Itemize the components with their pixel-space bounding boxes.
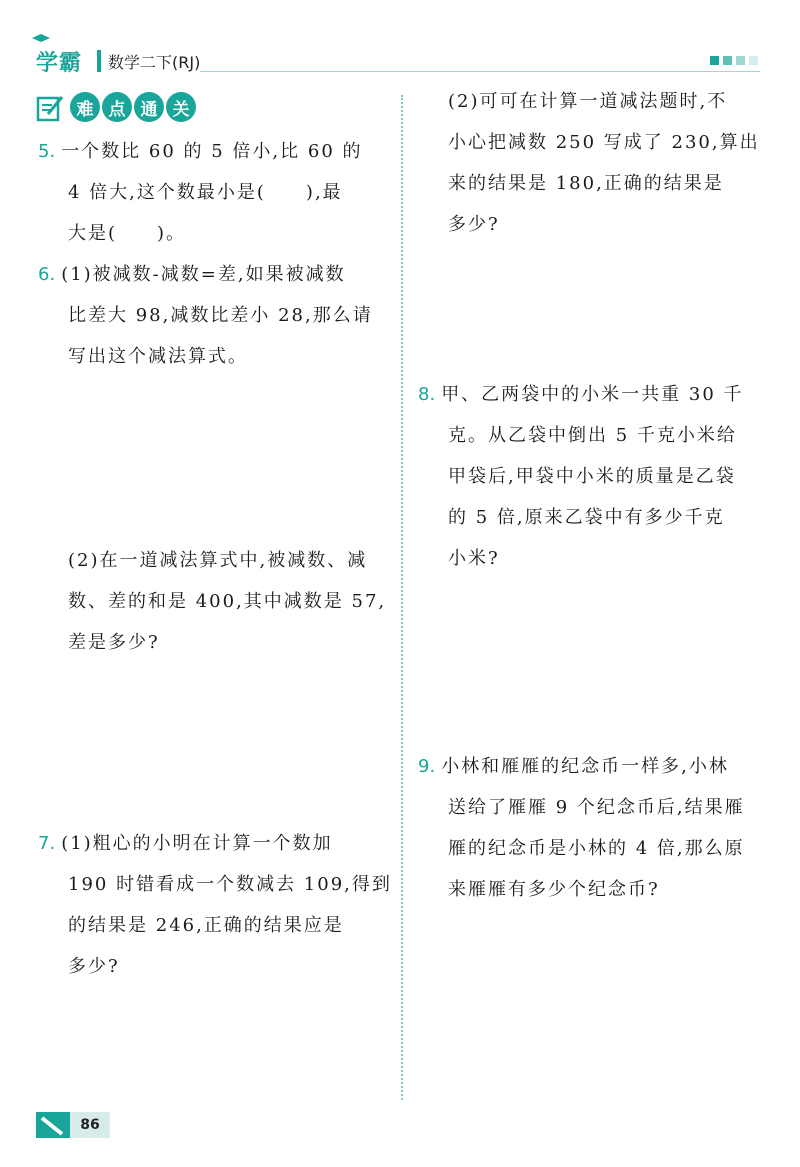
question-number: 5. bbox=[38, 141, 56, 162]
book-title: 数学二下(RJ) bbox=[108, 53, 201, 72]
question-text: 多少? bbox=[448, 214, 500, 235]
question-text: 一个数比 60 的 5 倍小,比 60 的 bbox=[61, 141, 363, 162]
question-6-part-2 bbox=[38, 540, 394, 663]
question-text: 送给了雁雁 9 个纪念币后,结果雁 bbox=[448, 797, 745, 818]
page-header bbox=[30, 38, 760, 78]
section-char: 通 bbox=[134, 92, 164, 122]
question-text: 多少? bbox=[68, 956, 120, 977]
question-text: 来的结果是 180,正确的结果是 bbox=[448, 173, 724, 194]
question-text: 甲袋后,甲袋中小米的质量是乙袋 bbox=[448, 466, 736, 487]
question-text: (1)被减数-减数=差,如果被减数 bbox=[61, 264, 346, 285]
question-number: 8. bbox=[418, 384, 436, 405]
page-number: 86 bbox=[70, 1112, 110, 1138]
pencil-notepad-icon bbox=[36, 94, 64, 122]
question-text: (2)可可在计算一道减法题时,不 bbox=[448, 91, 728, 112]
question-7-part-1 bbox=[38, 823, 394, 987]
question-number: 9. bbox=[418, 756, 436, 777]
question-text: 克。从乙袋中倒出 5 千克小米给 bbox=[448, 425, 737, 446]
question-text: 190 时错看成一个数减去 109,得到 bbox=[68, 874, 392, 895]
page-footer bbox=[36, 1112, 126, 1138]
question-text: 差是多少? bbox=[68, 632, 160, 653]
brand-logo: 学霸 bbox=[36, 51, 83, 76]
section-title bbox=[36, 92, 206, 124]
question-text: 4 倍大,这个数最小是( ),最 bbox=[68, 182, 343, 203]
question-text: (1)粗心的小明在计算一个数加 bbox=[61, 833, 333, 854]
question-text: 雁的纪念币是小林的 4 倍,那么原 bbox=[448, 838, 745, 859]
section-char: 关 bbox=[166, 92, 196, 122]
graduation-cap-icon bbox=[32, 34, 50, 44]
question-text: 小心把减数 250 写成了 230,算出 bbox=[448, 132, 760, 153]
column-divider bbox=[401, 95, 403, 1100]
question-8 bbox=[418, 374, 768, 579]
question-text: 写出这个减法算式。 bbox=[68, 346, 248, 367]
question-text: 的结果是 246,正确的结果应是 bbox=[68, 915, 344, 936]
question-number: 7. bbox=[38, 833, 56, 854]
header-squares bbox=[710, 56, 758, 65]
brand-divider bbox=[97, 50, 101, 72]
question-text: 的 5 倍,原来乙袋中有多少千克 bbox=[448, 507, 725, 528]
pencil-icon bbox=[36, 1112, 70, 1138]
question-7-part-2 bbox=[418, 81, 768, 245]
section-char: 点 bbox=[102, 92, 132, 122]
question-text: 数、差的和是 400,其中减数是 57, bbox=[68, 591, 387, 612]
question-text: 大是( )。 bbox=[68, 223, 187, 244]
question-text: 来雁雁有多少个纪念币? bbox=[448, 879, 660, 900]
question-text: 小林和雁雁的纪念币一样多,小林 bbox=[441, 756, 729, 777]
question-6-part-1 bbox=[38, 254, 394, 377]
question-text: (2)在一道减法算式中,被减数、减 bbox=[68, 550, 368, 571]
question-text: 甲、乙两袋中的小米一共重 30 千 bbox=[441, 384, 744, 405]
header-rule bbox=[200, 71, 760, 72]
section-char: 难 bbox=[70, 92, 100, 122]
question-text: 比差大 98,减数比差小 28,那么请 bbox=[68, 305, 373, 326]
question-text: 小米? bbox=[448, 548, 500, 569]
question-number: 6. bbox=[38, 264, 56, 285]
question-5 bbox=[38, 131, 394, 254]
question-9 bbox=[418, 746, 768, 910]
